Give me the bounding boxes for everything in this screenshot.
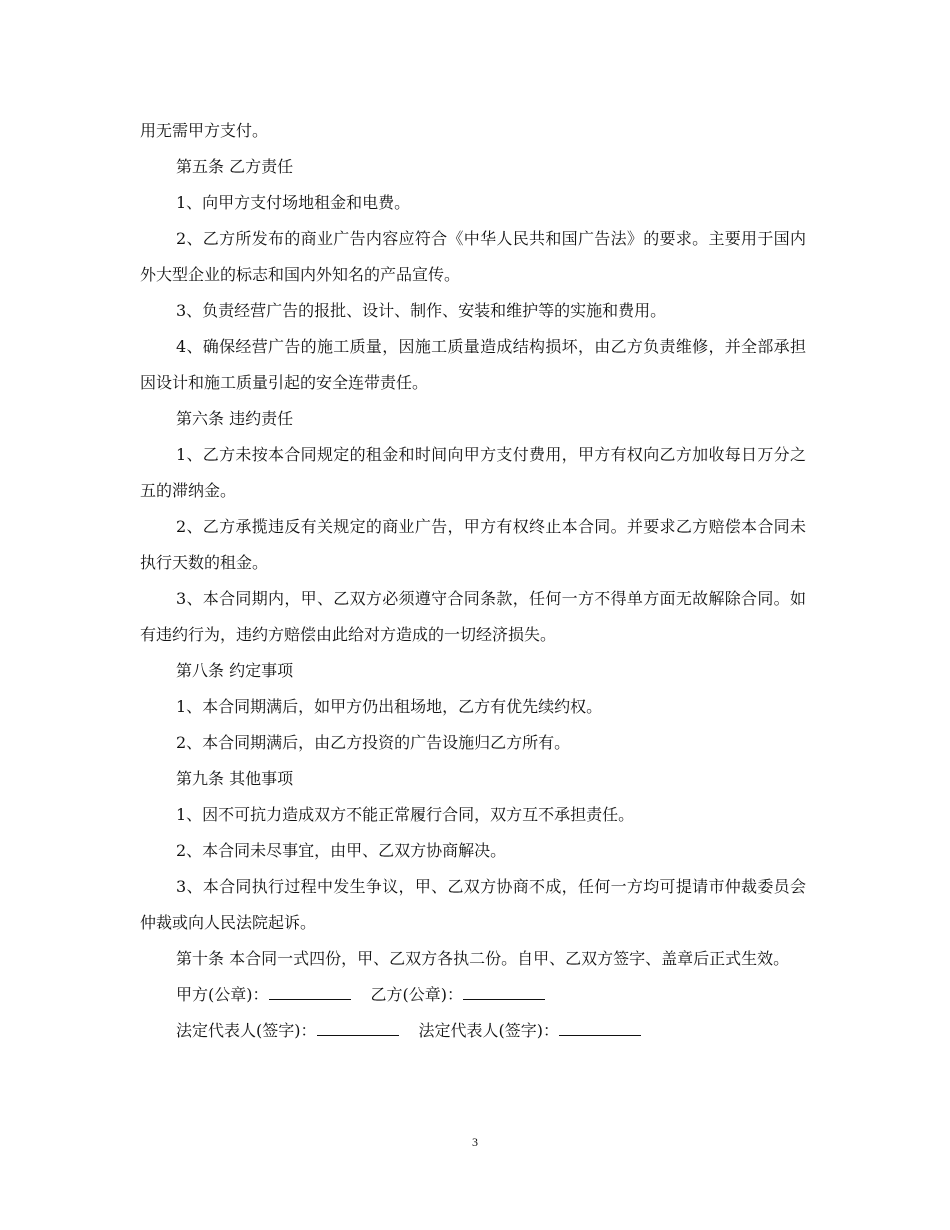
party-a-seal-blank[interactable]: [269, 985, 351, 1000]
signature-line-seal: [140, 977, 806, 1013]
paragraph: 2、乙方所发布的商业广告内容应符合《中华人民共和国广告法》的要求。主要用于国内外大型企业的标志和国内外知名的产品宣传。: [140, 229, 806, 284]
paragraph: 2、本合同未尽事宜，由甲、乙双方协商解决。: [176, 841, 507, 860]
party-a-seal-label: 甲方(公章)：: [176, 985, 269, 1004]
page-number: 3: [472, 1135, 478, 1149]
party-b-seal-blank[interactable]: [463, 985, 545, 1000]
paragraph: 3、负责经营广告的报批、设计、制作、安装和维护等的实施和费用。: [176, 301, 667, 320]
paragraph: 用无需甲方支付。: [140, 121, 269, 140]
signature-line-representative: [140, 1013, 806, 1049]
party-b-rep-label: 法定代表人(签字)：: [418, 1021, 559, 1040]
article-heading: 第八条 约定事项: [176, 661, 294, 680]
article-heading: 第六条 违约责任: [176, 409, 294, 428]
paragraph: 3、本合同执行过程中发生争议，甲、乙双方协商不成，任何一方均可提请市仲裁委员会仲裁或向人民法院起诉。: [140, 877, 806, 932]
paragraph: 1、向甲方支付场地租金和电费。: [176, 193, 411, 212]
article-heading: 第九条 其他事项: [176, 769, 294, 788]
paragraph: 1、本合同期满后，如甲方仍出租场地，乙方有优先续约权。: [176, 697, 603, 716]
paragraph: 1、因不可抗力造成双方不能正常履行合同，双方互不承担责任。: [176, 805, 635, 824]
party-b-rep-blank[interactable]: [559, 1021, 641, 1036]
document-body: [140, 113, 806, 1049]
paragraph: 1、乙方未按本合同规定的租金和时间向甲方支付费用，甲方有权向乙方加收每日万分之五的滞纳金。: [140, 445, 806, 500]
article-heading: 第五条 乙方责任: [176, 157, 294, 176]
paragraph: 3、本合同期内，甲、乙双方必须遵守合同条款，任何一方不得单方面无故解除合同。如有违约行为，违约方赔偿由此给对方造成的一切经济损失。: [140, 589, 806, 644]
party-b-seal-label: 乙方(公章)：: [370, 985, 463, 1004]
paragraph: 2、乙方承揽违反有关规定的商业广告，甲方有权终止本合同。并要求乙方赔偿本合同未执行天数的租金。: [140, 517, 806, 572]
party-a-rep-blank[interactable]: [317, 1021, 399, 1036]
paragraph: 2、本合同期满后，由乙方投资的广告设施归乙方所有。: [176, 733, 571, 752]
paragraph: 第十条 本合同一式四份，甲、乙双方各执二份。自甲、乙双方签字、盖章后正式生效。: [176, 949, 790, 968]
party-a-rep-label: 法定代表人(签字)：: [176, 1021, 317, 1040]
paragraph: 4、确保经营广告的施工质量，因施工质量造成结构损坏，由乙方负责维修，并全部承担因设计和施工质量引起的安全连带责任。: [140, 337, 806, 392]
